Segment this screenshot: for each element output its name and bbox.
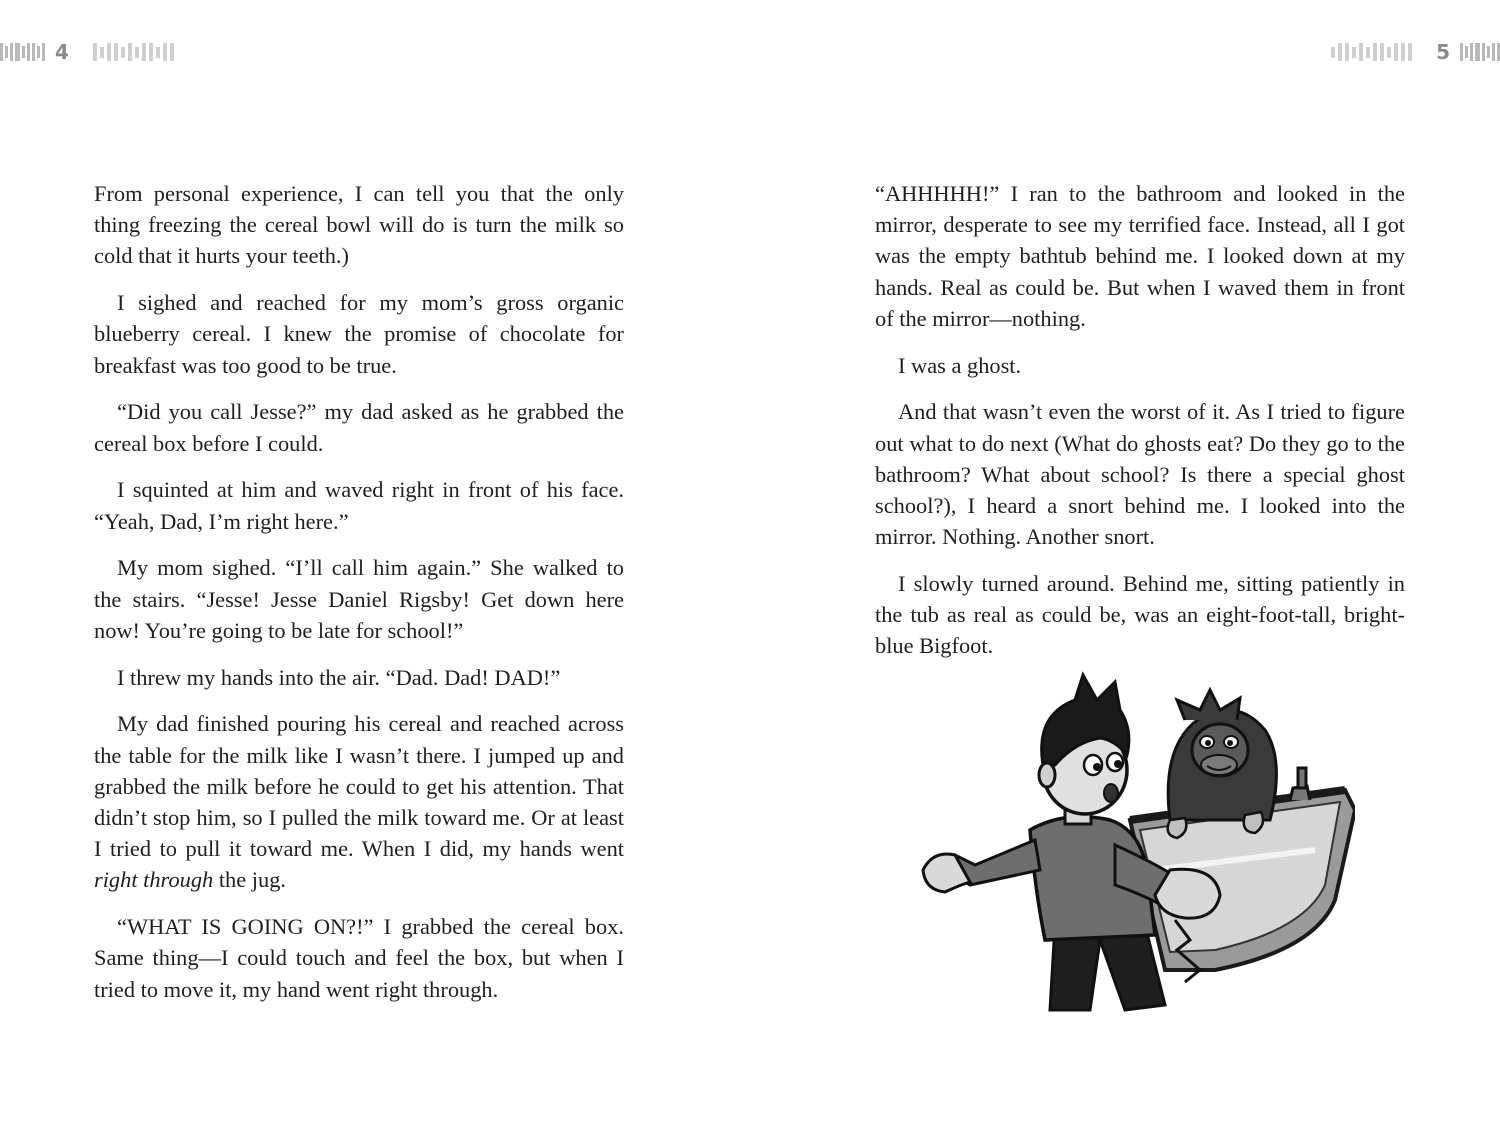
paragraph-text: My dad finished pouring his cereal and reached across the table for the milk like I wasn’t there. I jumped up and grabbed the milk before he could to get his attention. That didn’t stop him, so I pulled the milk toward me. Or at least I tried to pull it toward me. When I did, my hands went xyxy=(94,711,624,862)
paragraph: I sighed and reached for my mom’s gross organic blueberry cereal. I knew the promise of chocolate for breakfast was too good to be true. xyxy=(94,290,624,378)
right-page-number: 5 xyxy=(1436,40,1450,64)
paragraph: I threw my hands into the air. “Dad. Dad! DAD!” xyxy=(117,664,561,690)
paragraph-text: the jug. xyxy=(213,867,286,893)
right-running-header xyxy=(1331,38,1500,66)
left-page-text xyxy=(94,178,624,1020)
bigfoot xyxy=(1168,690,1277,838)
left-page-number: 4 xyxy=(55,40,69,64)
paragraph: I slowly turned around. Behind me, sitting patiently in the tub as real as could be, was an eight-foot-tall, bright-blue Bigfoot. xyxy=(875,571,1405,659)
header-ornament-icon xyxy=(0,43,45,61)
paragraph: I squinted at him and waved right in front of his face. “Yeah, Dad, I’m right here.” xyxy=(94,477,624,534)
right-header-title-icon xyxy=(1331,43,1412,61)
boy-and-bigfoot-illustration xyxy=(915,670,1355,1020)
paragraph: “AHHHHH!” I ran to the bathroom and looked in the mirror, desperate to see my terrified face. Instead, all I got was the empty bathtub behind me. I looked down at my hands. Real as could be. But when I waved them in front of the mirror—nothing. xyxy=(875,181,1405,331)
paragraph: And that wasn’t even the worst of it. As I tried to figure out what to do next (What do ghosts eat? Do they go to the bathroom? What about school? Is there a special ghost school?), I heard a snort behind me. I looked into the mirror. Nothing. Another snort. xyxy=(875,399,1405,550)
right-page-text xyxy=(875,178,1405,677)
left-header-title-icon xyxy=(93,43,174,61)
paragraph: “Did you call Jesse?” my dad asked as he grabbed the cereal box before I could. xyxy=(94,399,624,456)
paragraph xyxy=(94,708,624,895)
paragraph: My mom sighed. “I’ll call him again.” She walked to the stairs. “Jesse! Jesse Daniel Rigsby! Get down here now! You’re going to be late for school!” xyxy=(94,555,624,643)
paragraph: I was a ghost. xyxy=(898,352,1022,378)
left-running-header xyxy=(0,38,174,66)
paragraph: “WHAT IS GOING ON?!” I grabbed the cereal box. Same thing—I could touch and feel the box, but when I tried to move it, my hand went right through. xyxy=(94,914,624,1002)
header-ornament-icon xyxy=(1460,43,1500,61)
paragraph: From personal experience, I can tell you that the only thing freezing the cereal bowl will do is turn the milk so cold that it hurts your teeth.) xyxy=(94,181,624,269)
italic-emphasis: right through xyxy=(94,867,214,893)
